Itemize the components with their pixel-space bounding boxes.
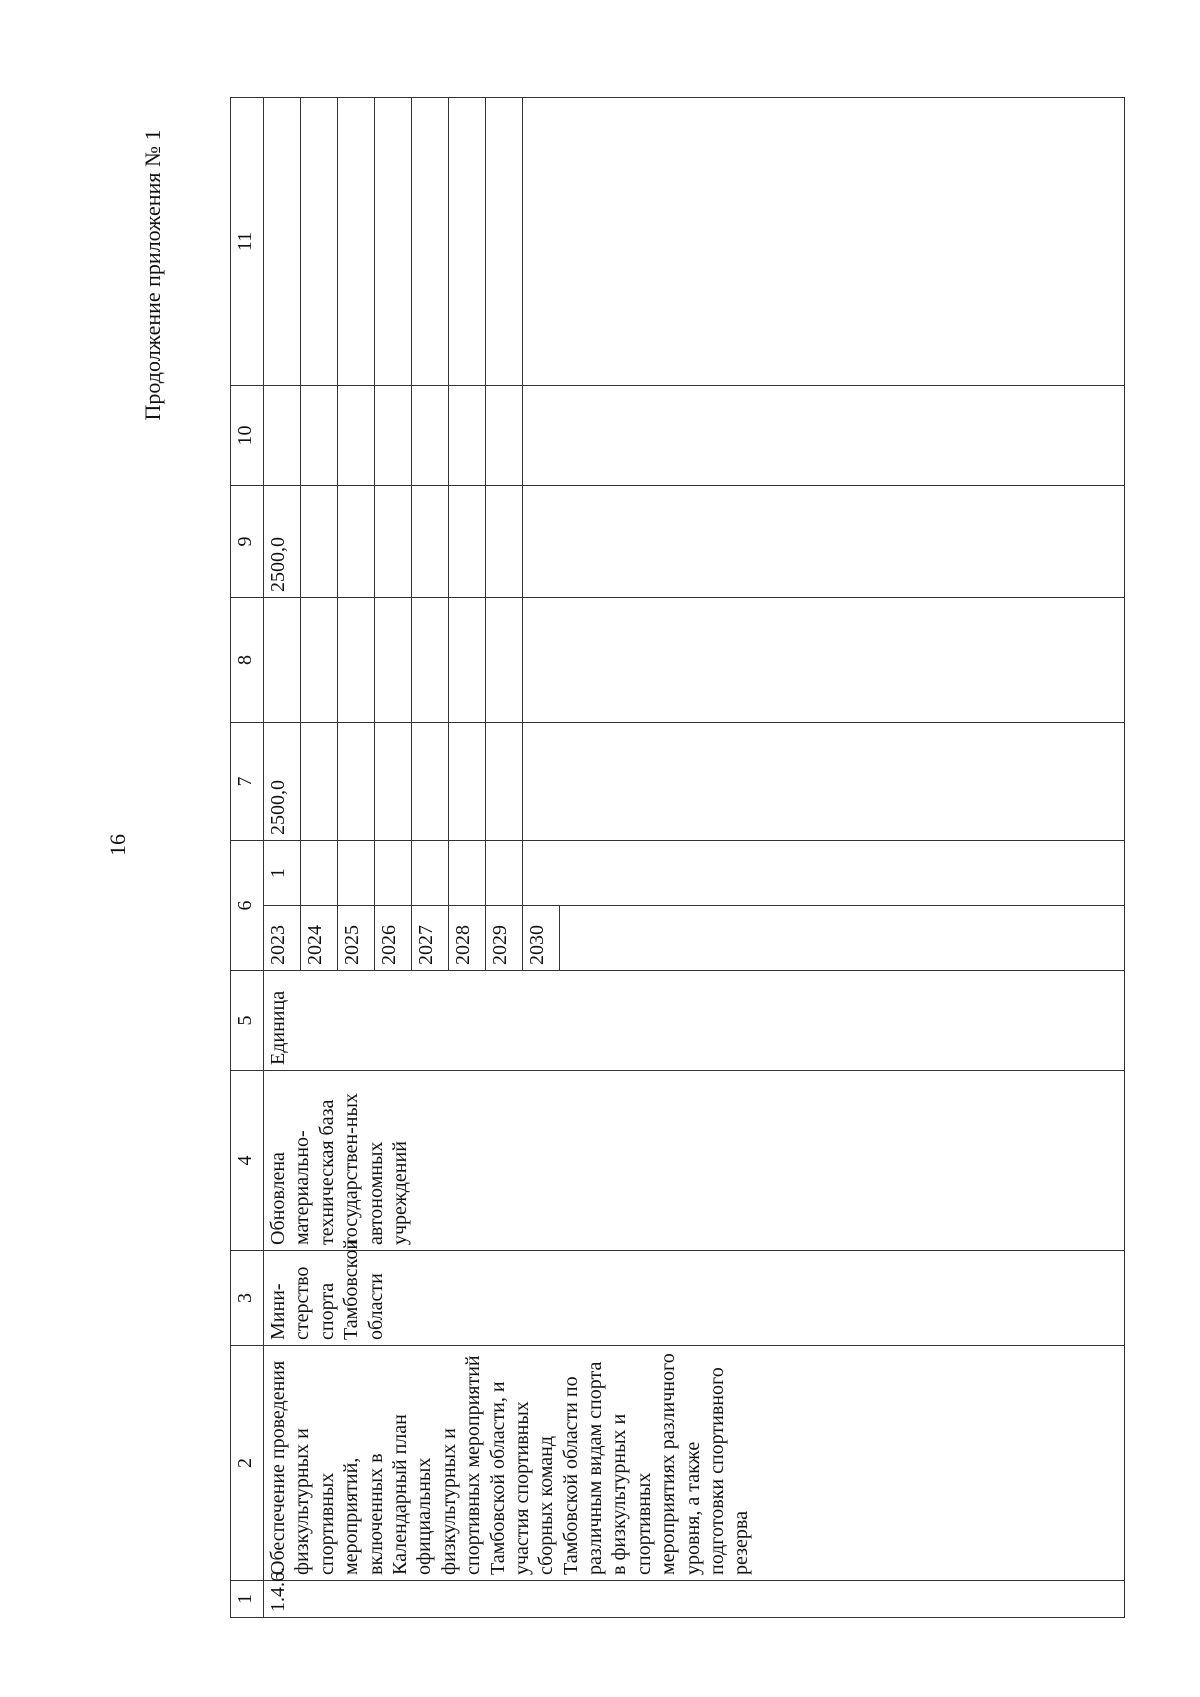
- year-cell-empty: [560, 906, 1125, 971]
- header-col-9: 9: [231, 486, 264, 598]
- col8-value-cell: [412, 598, 449, 723]
- header-col-5: 5: [231, 971, 264, 1071]
- year-cell: 2024: [301, 906, 338, 971]
- header-col-3: 3: [231, 1251, 264, 1346]
- header-row: [231, 98, 264, 1618]
- col11-value-cell: [301, 98, 338, 386]
- appendix-table: [230, 97, 1125, 1618]
- col8-value-cell: [338, 598, 375, 723]
- description-cell: Обеспечение проведения физкультурных и спортивных мероприятий, включенных в Календарный план официальных физкультурных и спортивных мероприятий Тамбовской области, и участия спортивных сборных команд Тамбовской области по различным видам спорта в физкультурных и спортивных мероприятиях различного уровня, а также подготовки спортивного резерва: [264, 1346, 1125, 1581]
- col11-value-cell: [486, 98, 523, 386]
- col9-value-cell: [523, 486, 1125, 598]
- header-col-1: 1: [231, 1581, 264, 1618]
- col10-value-cell: [486, 386, 523, 486]
- col9-value-cell: [486, 486, 523, 598]
- col7-value-cell: [375, 723, 412, 841]
- col6-value-cell: 1: [264, 841, 301, 906]
- year-cell: 2030: [523, 906, 560, 971]
- col7-value-cell: [338, 723, 375, 841]
- table-frame: [230, 98, 1105, 1618]
- page-number: 16: [105, 834, 130, 856]
- col8-value-cell: [486, 598, 523, 723]
- header-col-7: 7: [231, 723, 264, 841]
- col9-value-cell: [449, 486, 486, 598]
- col8-value-cell: [523, 598, 1125, 723]
- col7-value-cell: 2500,0: [264, 723, 301, 841]
- header-col-2: 2: [231, 1346, 264, 1581]
- col10-value-cell: [449, 386, 486, 486]
- year-cell: 2028: [449, 906, 486, 971]
- year-cell: 2025: [338, 906, 375, 971]
- col6-value-cell: [375, 841, 412, 906]
- col11-value-cell: [523, 98, 1125, 386]
- item-number-cell: 1.4.6.: [264, 1581, 1125, 1618]
- col7-value-cell: [301, 723, 338, 841]
- table-row: [264, 98, 301, 1618]
- header-col-10: 10: [231, 386, 264, 486]
- col11-value-cell: [338, 98, 375, 386]
- col6-value-cell: [449, 841, 486, 906]
- year-cell: 2023: [264, 906, 301, 971]
- responsible-cell: Мини-стерство спорта Тамбовской области: [264, 1251, 1125, 1346]
- header-col-8: 8: [231, 598, 264, 723]
- year-cell: 2026: [375, 906, 412, 971]
- col10-value-cell: [412, 386, 449, 486]
- col9-value-cell: [301, 486, 338, 598]
- col6-value-cell: [338, 841, 375, 906]
- col6-value-cell: [486, 841, 523, 906]
- col7-value-cell: [523, 723, 1125, 841]
- col9-value-cell: [375, 486, 412, 598]
- col7-value-cell: [486, 723, 523, 841]
- col10-value-cell: [523, 386, 1125, 486]
- col6-value-cell: [412, 841, 449, 906]
- col11-value-cell: [375, 98, 412, 386]
- col11-value-cell: [264, 98, 301, 386]
- col8-value-cell: [301, 598, 338, 723]
- col10-value-cell: [264, 386, 301, 486]
- year-cell: 2029: [486, 906, 523, 971]
- col10-value-cell: [375, 386, 412, 486]
- col9-value-cell: [338, 486, 375, 598]
- year-cell: 2027: [412, 906, 449, 971]
- col9-value-cell: [412, 486, 449, 598]
- col11-value-cell: [412, 98, 449, 386]
- result-cell: Обновлена материально-техническая база государствен-ных автономных учреждений: [264, 1071, 1125, 1251]
- header-col-6: 6: [231, 841, 264, 971]
- unit-cell: Единица: [264, 971, 1125, 1071]
- col10-value-cell: [338, 386, 375, 486]
- col6-value-cell: [301, 841, 338, 906]
- header-col-11: 11: [231, 98, 264, 386]
- continuation-label: Продолжение приложения № 1: [140, 129, 165, 421]
- col7-value-cell: [449, 723, 486, 841]
- col8-value-cell: [264, 598, 301, 723]
- col9-value-cell: 2500,0: [264, 486, 301, 598]
- col8-value-cell: [375, 598, 412, 723]
- col11-value-cell: [449, 98, 486, 386]
- col7-value-cell: [412, 723, 449, 841]
- col8-value-cell: [449, 598, 486, 723]
- header-col-4: 4: [231, 1071, 264, 1251]
- col6-value-cell: [523, 841, 1125, 906]
- col10-value-cell: [301, 386, 338, 486]
